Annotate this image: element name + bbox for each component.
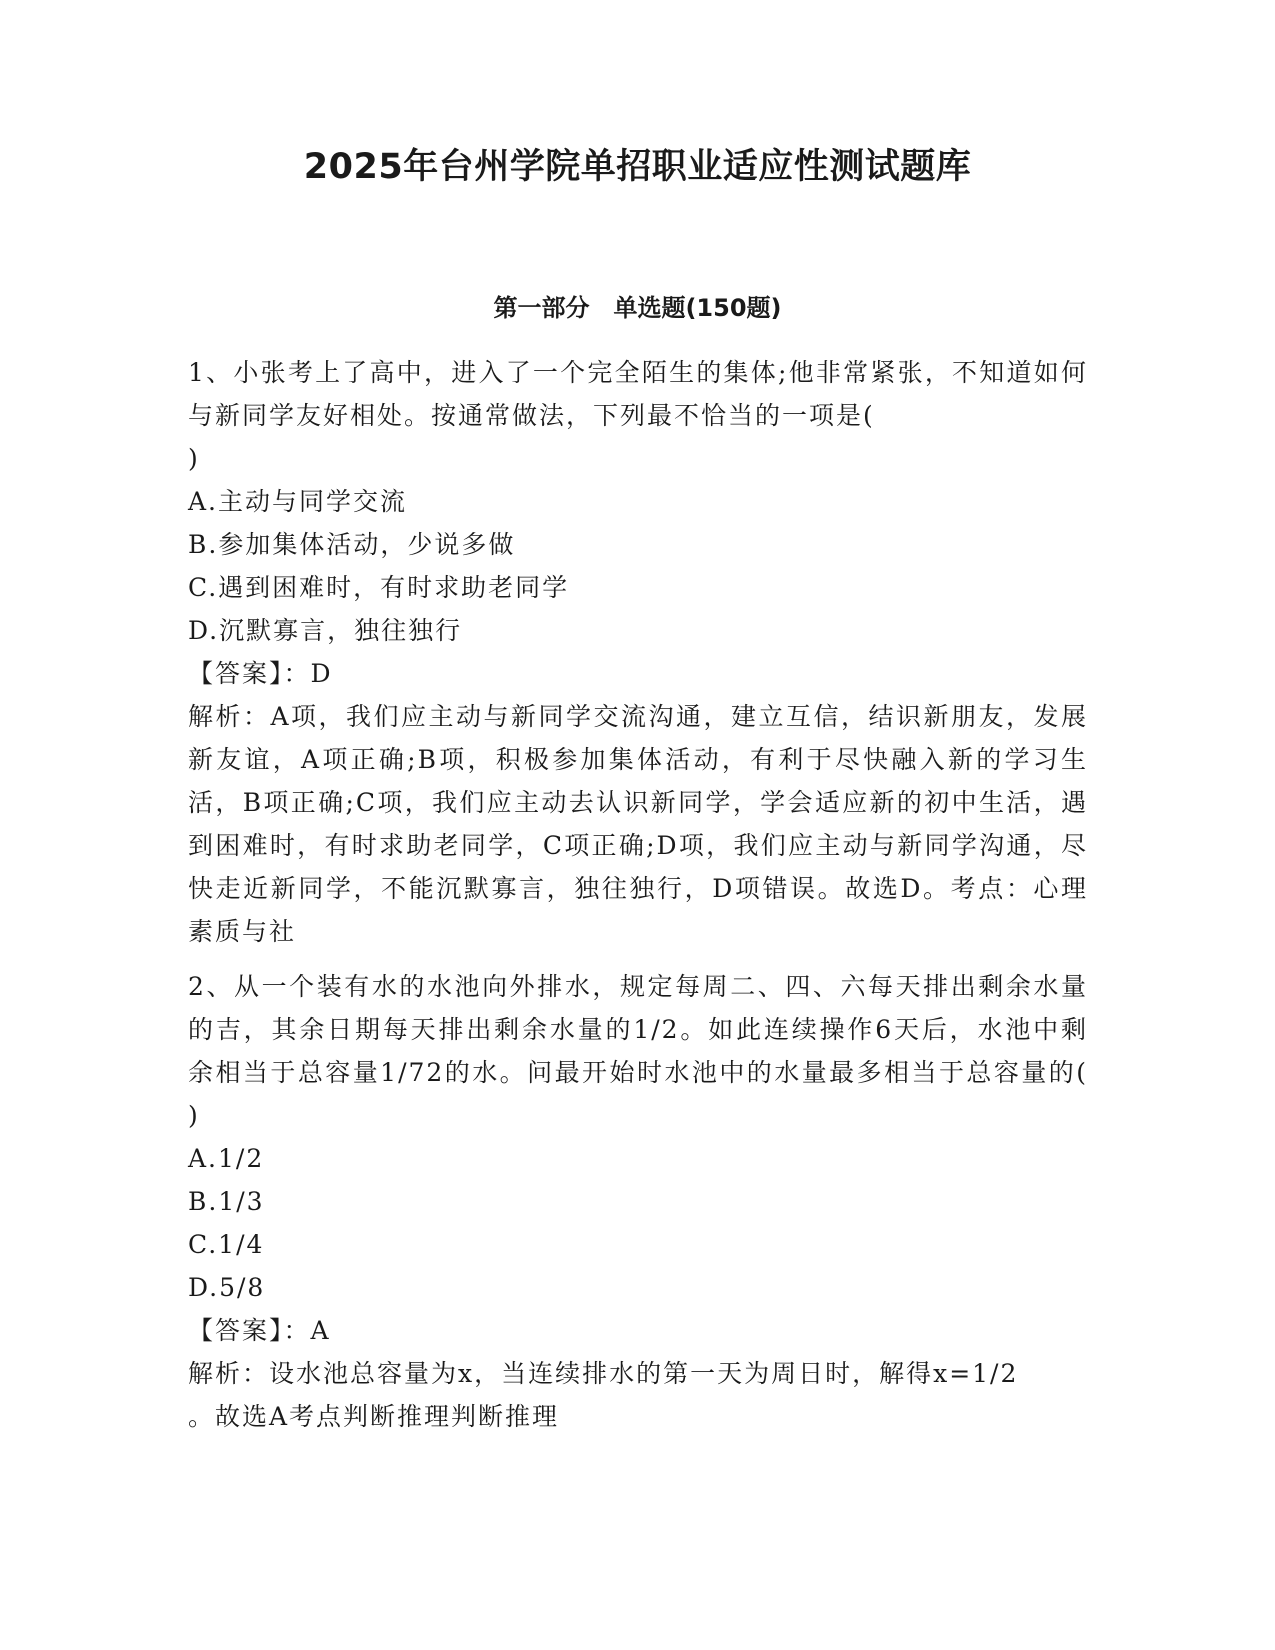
answer: 【答案】：D — [188, 659, 333, 688]
question-stem-close: ) — [188, 444, 200, 473]
option-b: B.1/3 — [188, 1187, 265, 1216]
explanation: 解析：设水池总容量为x，当连续排水的第一天为周日时，解得x=1/2 — [188, 1359, 1019, 1388]
option-c: C.1/4 — [188, 1230, 265, 1259]
question-1 — [188, 351, 1088, 953]
option-c: C.遇到困难时，有时求助老同学 — [188, 573, 570, 602]
question-2 — [188, 965, 1143, 1438]
option-a: A.主动与同学交流 — [188, 487, 408, 516]
option-a: A.1/2 — [188, 1144, 265, 1173]
explanation-tail: 。故选A考点判断推理判断推理 — [188, 1402, 560, 1431]
question-stem: 2、从一个装有水的水池向外排水，规定每周二、四、六每天排出剩余水量的吉，其余日期每天排出剩余水量的1/2。如此连续操作6天后，水池中剩余相当于总容量1/72的水。问最开始时水池中的水量最多相当于总容量的( ) — [188, 972, 1143, 1130]
section-title: 第一部分 单选题(150题) — [493, 294, 782, 322]
option-d: D.5/8 — [188, 1273, 266, 1302]
explanation: 解析：A项，我们应主动与新同学交流沟通，建立互信，结识新朋友，发展新友谊，A项正确;B项，积极参加集体活动，有利于尽快融入新的学习生活，B项正确;C项，我们应主动去认识新同学，学会适应新的初中生活，遇到困难时，有时求助老同学，C项正确;D项，我们应主动与新同学沟通，尽快走近新同学，不能沉默寡言，独往独行，D项错误。故选D。考点：心理素质与社 — [188, 702, 1088, 946]
document-title: 2025年台州学院单招职业适应性测试题库 — [303, 147, 972, 187]
answer: 【答案】：A — [188, 1316, 331, 1345]
question-stem: 1、小张考上了高中，进入了一个完全陌生的集体;他非常紧张，不知道如何与新同学友好相处。按通常做法，下列最不恰当的一项是( — [188, 358, 1088, 430]
question-list — [188, 351, 1143, 1438]
option-d: D.沉默寡言，独往独行 — [188, 616, 463, 645]
option-b: B.参加集体活动，少说多做 — [188, 530, 516, 559]
